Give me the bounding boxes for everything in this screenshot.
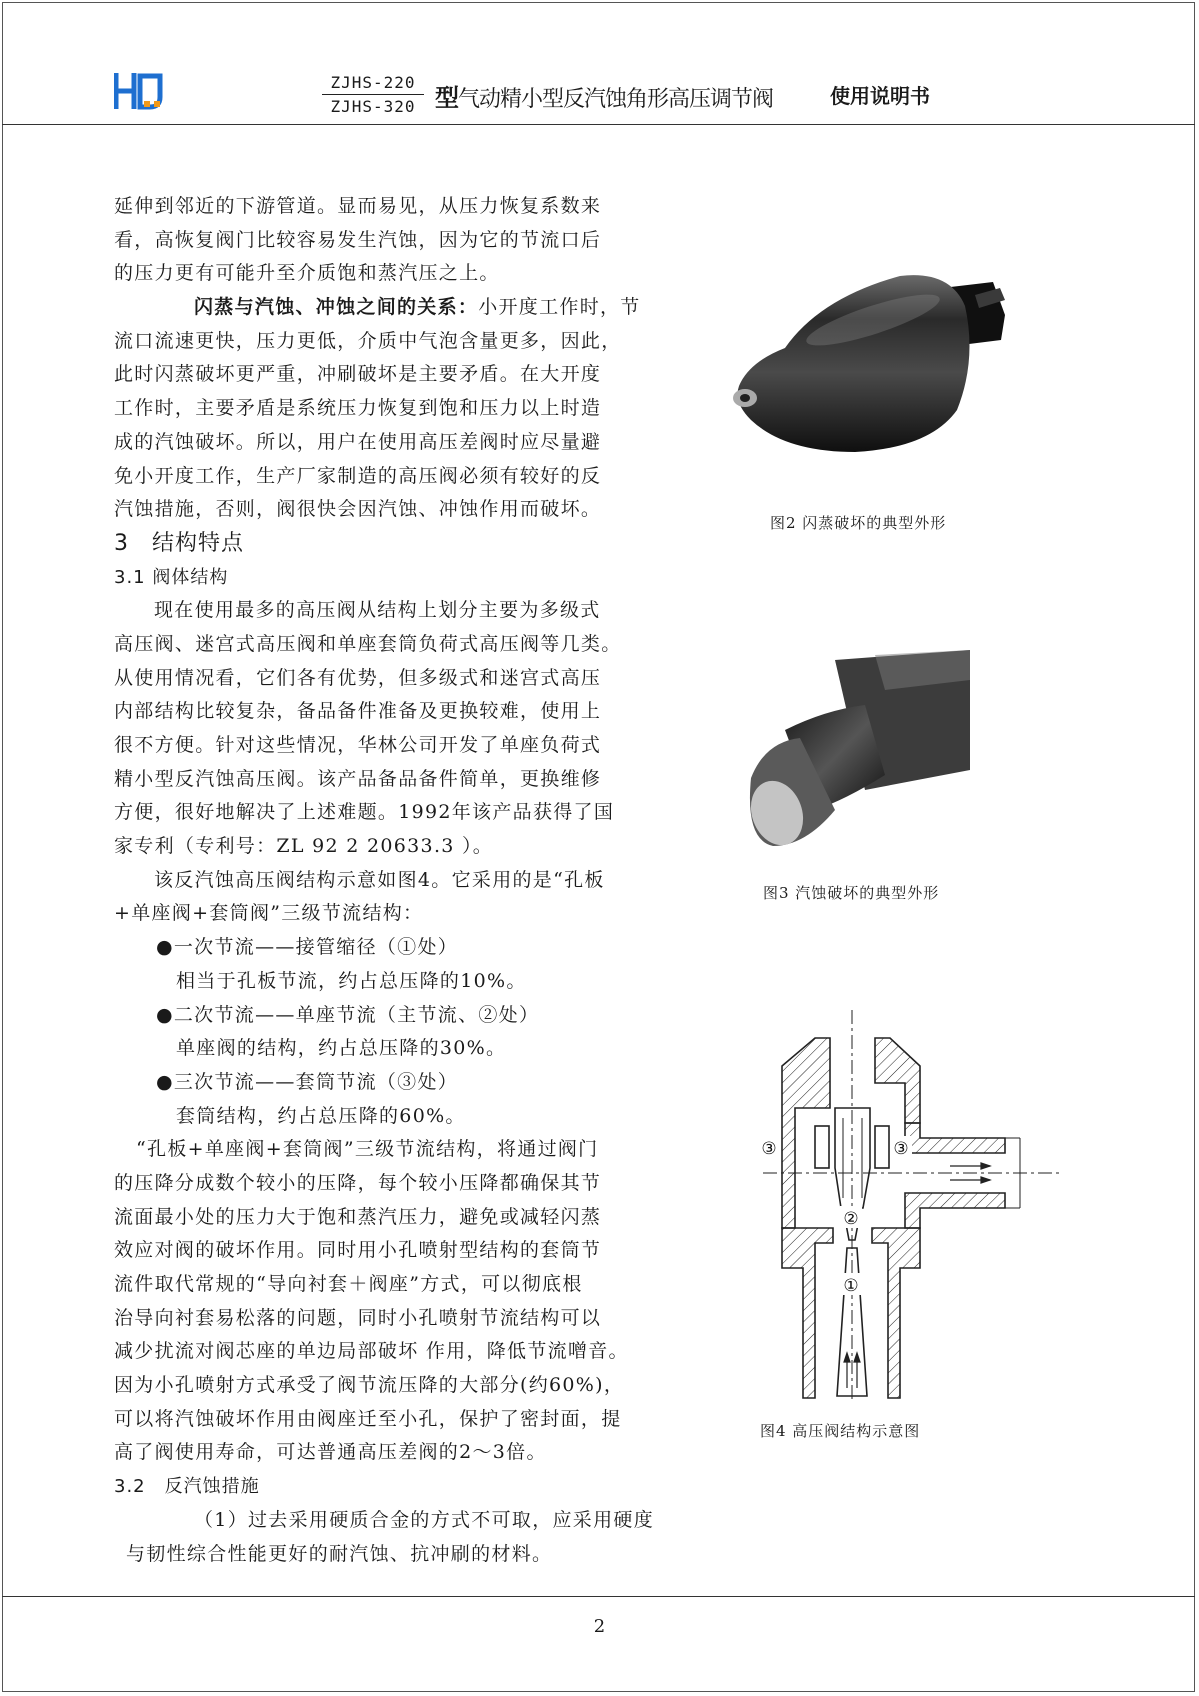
text-line: （1）过去采用硬质合金的方式不可取，应采用硬度 [194, 1508, 654, 1531]
page-number: 2 [593, 1616, 606, 1637]
text-line: 延伸到邻近的下游管道。显而易见，从压力恢复系数来 [114, 195, 602, 217]
body-text [114, 190, 704, 1571]
figure-3-caption: 图3 汽蚀破坏的典型外形 [763, 884, 940, 902]
text-line: 高压阀、迷宫式高压阀和单座套筒负荷式高压阀等几类。 [114, 632, 622, 655]
text-line: 现在使用最多的高压阀从结构上划分主要为多级式 [154, 599, 601, 622]
model-number [322, 72, 424, 117]
text-line: 汽蚀措施，否则，阀很快会因汽蚀、冲蚀作用而破坏。 [114, 498, 602, 521]
document-title [435, 78, 773, 113]
text-line: 免小开度工作，生产厂家制造的高压阀必须有较好的反 [114, 464, 602, 487]
cavitation-damage-photo [745, 650, 975, 855]
text-line: 成的汽蚀破坏。所以，用户在使用高压差阀时应尽量避 [114, 430, 602, 453]
fig4-mark-3-left: ③ [761, 1139, 777, 1159]
figure-2-caption: 图2 闪蒸破坏的典型外形 [770, 514, 947, 532]
text-line: 从使用情况看，它们各有优势，但多级式和迷宫式高压 [114, 666, 602, 689]
fig4-mark-2: ② [843, 1209, 859, 1229]
bullet-item: ●二次节流——单座节流（主节流、②处） [156, 1003, 540, 1026]
title-rest: 气动精小型反汽蚀角形高压调节阀 [458, 87, 774, 112]
text-line: 高了阀使用寿命，可达普通高压差阀的2～3倍。 [114, 1441, 547, 1464]
text-line: 该反汽蚀高压阀结构示意如图4。它采用的是“孔板 [154, 868, 605, 891]
text-line: 内部结构比较复杂，备品备件准备及更换较难，使用上 [114, 700, 602, 723]
text-line: 很不方便。针对这些情况，华林公司开发了单座负荷式 [114, 734, 602, 756]
model-bottom: ZJHS-320 [330, 97, 416, 116]
text-line [114, 291, 704, 325]
text-line: 效应对阀的破坏作用。同时用小孔喷射型结构的套筒节 [114, 1239, 602, 1262]
header-rule [2, 124, 1195, 125]
text-line: 流面最小处的压力大于饱和蒸汽压力，避免或减轻闪蒸 [114, 1205, 602, 1228]
valve-structure-diagram [755, 1008, 1065, 1403]
text-line: 精小型反汽蚀高压阀。该产品备品备件简单，更换维修 [114, 767, 602, 790]
text-line: 与韧性综合性能更好的耐汽蚀、抗冲刷的材料。 [126, 1542, 553, 1565]
title-prefix: 型 [435, 84, 458, 112]
bullet-item: ●一次节流——接管缩径（①处） [156, 936, 459, 959]
doc-type: 使用说明书 [830, 84, 930, 108]
text-line: 工作时，主要矛盾是系统压力恢复到饱和压力以上时造 [114, 397, 602, 420]
text-line: “孔板+单座阀+套筒阀”三级节流结构，将通过阀门 [136, 1138, 599, 1161]
text-line: +单座阀+套筒阀”三级节流结构： [114, 902, 424, 925]
subsection-heading: 3.2 反汽蚀措施 [114, 1476, 260, 1498]
figure-4-caption: 图4 高压阀结构示意图 [760, 1422, 921, 1440]
bullet-detail: 套筒结构，约占总压降的60%。 [176, 1104, 466, 1127]
text-line: 看，高恢复阀门比较容易发生汽蚀，因为它的节流口后 [114, 228, 602, 251]
flash-damage-photo [725, 260, 1025, 480]
text-line: 此时闪蒸破坏更严重，冲刷破坏是主要矛盾。在大开度 [114, 363, 602, 386]
fig4-mark-1: ① [843, 1276, 859, 1296]
paragraph-lead: 闪蒸与汽蚀、冲蚀之间的关系： [194, 296, 479, 319]
text-line: 流口流速更快，压力更低，介质中气泡含量更多，因此， [114, 329, 622, 352]
model-top: ZJHS-220 [322, 72, 424, 95]
text-line: 治导向衬套易松落的问题，同时小孔喷射节流结构可以 [114, 1306, 602, 1329]
text-line: 因为小孔喷射方式承受了阀节流压降的大部分(约60%)， [114, 1374, 625, 1397]
fig4-mark-3-right: ③ [893, 1139, 909, 1159]
company-logo-icon [114, 71, 166, 111]
text-line: 减少扰流对阀芯座的单边局部破坏 作用，降低节流噌音。 [114, 1340, 629, 1363]
text-line: 可以将汽蚀破坏作用由阀座迁至小孔，保护了密封面，提 [114, 1407, 622, 1430]
text-line: 的压力更有可能升至介质饱和蒸汽压之上。 [114, 262, 500, 285]
section-heading: 3 结构特点 [114, 530, 244, 556]
text-line: 流件取代常规的“导向衬套＋阀座”方式，可以彻底根 [114, 1273, 583, 1295]
subsection-heading: 3.1 阀体结构 [114, 566, 229, 588]
text-line: 的压降分成数个较小的压降，每个较小压降都确保其节 [114, 1171, 602, 1194]
text-line: 家专利（专利号：ZL 92 2 20633.3 ）。 [114, 835, 494, 858]
paragraph-rest: 小开度工作时，节 [478, 296, 641, 319]
footer-rule [2, 1596, 1195, 1597]
bullet-item: ●三次节流——套筒节流（③处） [156, 1070, 459, 1093]
text-line: 方便，很好地解决了上述难题。1992年该产品获得了国 [114, 801, 615, 824]
bullet-detail: 相当于孔板节流，约占总压降的10%。 [176, 969, 527, 992]
bullet-detail: 单座阀的结构，约占总压降的30%。 [176, 1037, 507, 1060]
